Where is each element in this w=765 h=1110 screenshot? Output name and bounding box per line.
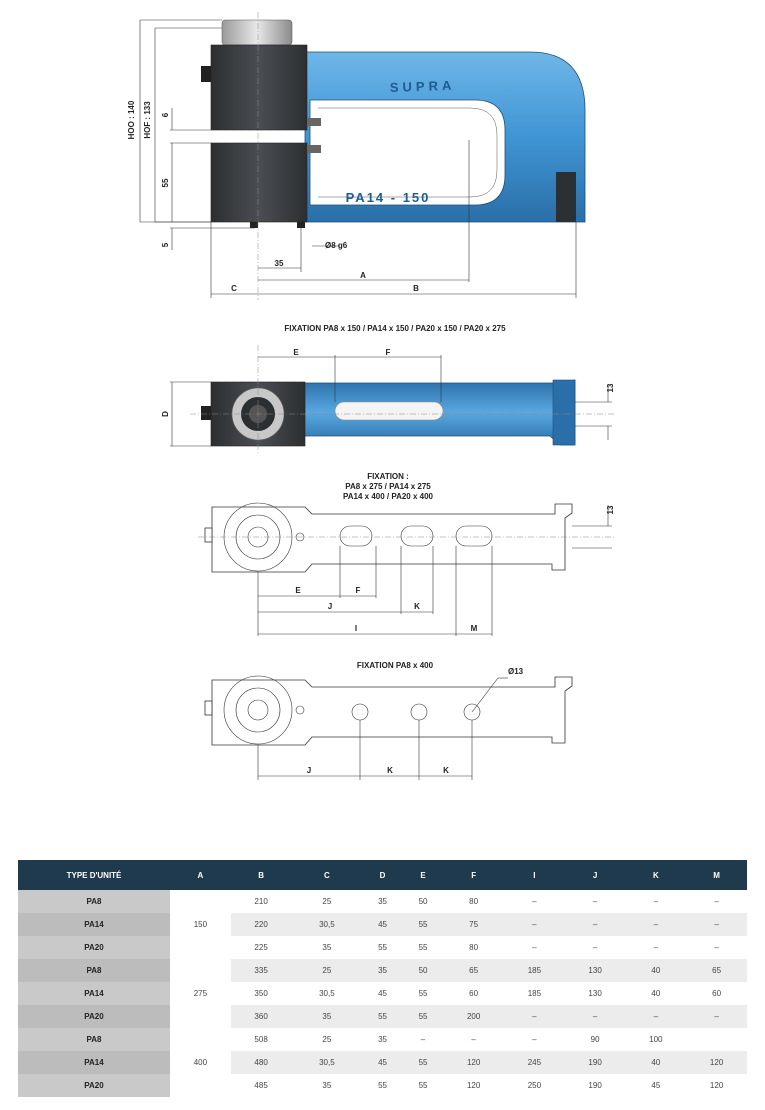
value-cell: 80 [469,943,479,952]
col-header: J [565,860,626,890]
unit-cell: PA8 [18,890,170,913]
elevation-view [127,12,585,300]
value-cell: 50 [403,959,443,982]
value-cell: 40 [651,989,661,998]
fix1-13: 13 [606,383,615,393]
value-cell: 35 [378,897,387,906]
value-cell: 335 [231,959,292,982]
a-value-cell: 400 [170,1028,231,1097]
table-row [18,959,747,982]
value-cell: 65 [443,959,504,982]
table-row [18,936,747,959]
fix2-j: J [327,602,333,611]
dim-hoo: HOO : 140 [127,100,136,140]
fix1-d: D [161,411,170,417]
value-cell [686,1028,747,1051]
model-marking: PA14 - 150 [345,190,431,205]
fix3-k1: K [387,766,393,775]
fixation-3-view [205,661,572,780]
value-cell: – [653,897,659,906]
dim-shaft: Ø8 g6 [325,241,348,250]
dim-b: B [413,284,419,293]
value-cell: – [686,1005,747,1028]
value-cell: 35 [322,1081,332,1090]
col-header: D [362,860,402,890]
fixation-2-caption-1: FIXATION : [367,472,409,481]
col-header: TYPE D'UNITÉ [18,860,170,890]
value-cell: 25 [322,897,332,906]
value-cell: 80 [469,897,479,906]
value-cell: 50 [418,897,428,906]
value-cell: – [714,897,719,906]
value-cell: – [420,1035,426,1044]
value-cell: 190 [588,1081,602,1090]
upper-head [211,45,307,130]
value-cell: 45 [362,1051,402,1074]
value-cell: 35 [362,959,402,982]
col-header: F [443,860,504,890]
value-cell: 40 [625,1051,686,1074]
dim-55: 55 [161,178,170,188]
dim-35: 35 [274,259,284,268]
value-cell: 100 [649,1035,663,1044]
value-cell: 55 [378,943,387,952]
value-cell: 55 [403,913,443,936]
value-cell: – [532,1035,537,1044]
fix1-f: F [385,348,391,357]
fixation-1-caption: FIXATION PA8 x 150 / PA14 x 150 / PA20 x 150 / PA20 x 275 [284,324,506,333]
value-cell: 30,5 [319,989,335,998]
value-cell: 250 [527,1081,542,1090]
value-cell: 55 [362,1005,402,1028]
value-cell: – [592,897,598,906]
value-cell: – [532,943,537,952]
value-cell: 55 [418,1081,428,1090]
a-value-cell: 275 [170,959,231,1028]
value-cell: 130 [565,959,626,982]
value-cell: 35 [291,1005,362,1028]
slot [335,402,443,420]
dimension-table [18,860,747,1097]
fixation-2-caption-2: PA8 x 275 / PA14 x 275 [345,482,431,491]
table-row [18,1028,747,1051]
value-cell: – [565,1005,626,1028]
value-cell: 30,5 [291,913,362,936]
value-cell: 65 [686,959,747,982]
value-cell: – [471,1035,476,1044]
value-cell: 25 [322,1035,332,1044]
table-row [18,982,747,1005]
fix1-e: E [293,348,299,357]
value-cell: 220 [231,913,292,936]
fixation-3-caption: FIXATION PA8 x 400 [356,661,434,670]
value-cell: – [625,913,686,936]
unit-cell: PA8 [18,1028,170,1051]
fix3-j: J [306,766,312,775]
punch-cap [222,20,292,45]
value-cell: 480 [231,1051,292,1074]
value-cell: 120 [443,1051,504,1074]
unit-cell: PA14 [18,982,170,1005]
dim-a: A [360,271,366,280]
value-cell: – [532,897,537,906]
value-cell: 55 [403,1005,443,1028]
table-header-row [18,860,747,890]
value-cell: 40 [625,959,686,982]
unit-cell: PA20 [18,936,170,959]
value-cell: 90 [590,1035,600,1044]
fix2-i: I [354,624,358,633]
col-header: M [686,860,747,890]
value-cell: 120 [709,1081,724,1090]
value-cell: 120 [686,1051,747,1074]
value-cell: – [714,943,719,952]
dim-hof: HOF : 133 [143,101,152,139]
col-header: I [504,860,565,890]
a-value-cell: 150 [170,890,231,959]
unit-cell: PA14 [18,913,170,936]
value-cell: – [653,943,659,952]
value-cell: 55 [418,989,428,998]
value-cell: 360 [231,1005,292,1028]
fixation-2-view [198,472,615,636]
unit-cell: PA20 [18,1074,170,1097]
value-cell: 35 [322,943,332,952]
fixation-2-caption-3: PA14 x 400 / PA20 x 400 [343,492,433,501]
value-cell: 60 [469,989,479,998]
value-cell: 55 [378,1081,387,1090]
col-header: C [291,860,362,890]
value-cell: 508 [254,1035,268,1044]
value-cell: 45 [378,989,387,998]
value-cell: 75 [443,913,504,936]
value-cell: – [504,1005,565,1028]
fix3-hole: Ø13 [508,667,524,676]
value-cell: 30,5 [291,1051,362,1074]
value-cell: 120 [466,1081,481,1090]
value-cell: 245 [504,1051,565,1074]
value-cell: 210 [254,897,268,906]
value-cell: – [565,913,626,936]
value-cell: 60 [712,989,722,998]
fix2-m: M [470,624,478,633]
fix2-13: 13 [606,505,615,515]
col-header: B [231,860,292,890]
table-row [18,913,747,936]
col-header: A [170,860,231,890]
value-cell: 485 [254,1081,268,1090]
value-cell: 130 [588,989,602,998]
value-cell: – [625,1005,686,1028]
unit-cell: PA14 [18,1051,170,1074]
value-cell: 350 [254,989,268,998]
dim-c: C [231,284,237,293]
unit-cell: PA8 [18,959,170,982]
value-cell: 190 [565,1051,626,1074]
value-cell: 225 [254,943,268,952]
fix3-k2: K [443,766,449,775]
value-cell: 185 [527,989,542,998]
fix2-f: F [355,586,361,595]
table-row [18,1074,747,1097]
value-cell: 35 [378,1035,387,1044]
value-cell: 200 [443,1005,504,1028]
value-cell: 45 [651,1081,661,1090]
value-cell: – [686,913,747,936]
table-row [18,1005,747,1028]
fixation-1-view [161,324,615,455]
col-header: E [403,860,443,890]
dim-6: 6 [161,112,170,118]
value-cell: 55 [418,943,428,952]
frame-end-block [556,172,576,222]
value-cell: 185 [504,959,565,982]
lower-die [211,143,307,222]
fix2-k: K [414,602,420,611]
value-cell: 55 [403,1051,443,1074]
dim-5: 5 [161,242,170,248]
fix2-e: E [295,586,301,595]
value-cell: – [504,913,565,936]
col-header: K [625,860,686,890]
unit-cell: PA20 [18,1005,170,1028]
brand-text: SUPRA [389,77,456,95]
table-row [18,890,747,913]
value-cell: 45 [362,913,402,936]
table-row [18,1051,747,1074]
value-cell: – [592,943,598,952]
value-cell: 25 [291,959,362,982]
